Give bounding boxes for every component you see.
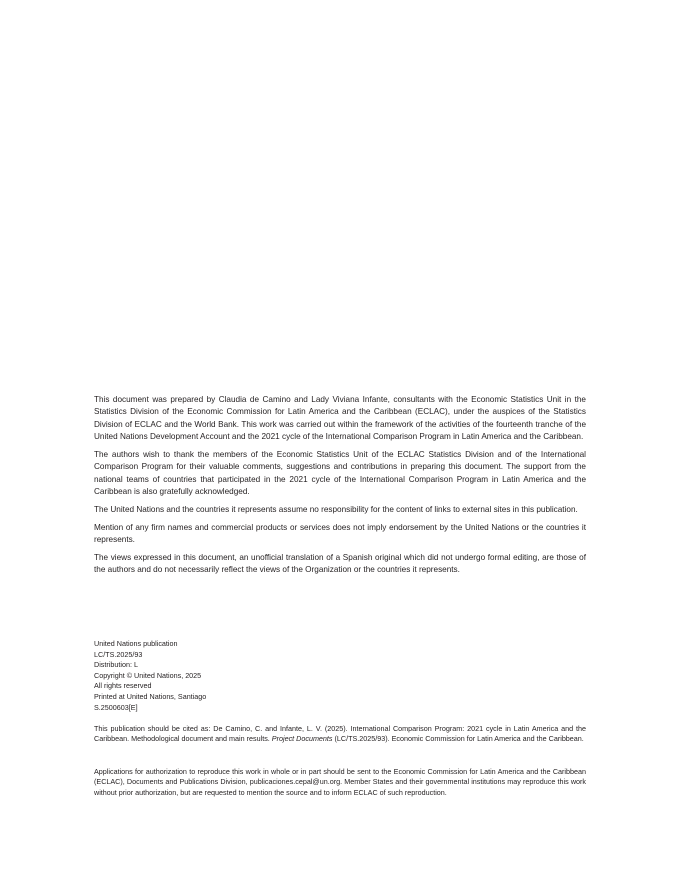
sales-number: S.2500603[E]: [94, 702, 138, 712]
copyright: Copyright © United Nations, 2025: [94, 670, 202, 680]
publication-info: [94, 639, 394, 713]
citation-text: This publication should be cited as: De Camino, C. and Infante, L. V. (2025). International Comparison Program: 2021 cycle in Latin America and the Caribbean. Methodological document and main results.: [94, 724, 586, 744]
citation-series: Project Documents: [271, 734, 333, 744]
printed-location: Printed at United Nations, Santiago: [94, 691, 207, 701]
disclaimer-section: [94, 394, 586, 582]
endorsement-disclaimer-paragraph: Mention of any firm names and commercial products or services does not imply endorsement by the United Nations or the countries it represents.: [94, 522, 586, 545]
document-symbol: LC/TS.2025/93: [94, 649, 143, 659]
links-disclaimer-paragraph: The United Nations and the countries it represents assume no responsibility for the content of links to external sites in this publication.: [94, 505, 578, 515]
reproduction-notice: Applications for authorization to reproduce this work in whole or in part should be sent to the Economic Commission for Latin America and the Caribbean (ECLAC), Documents and Publications Division, publicaciones.cepal@un.org. Member States and their governmental institutions may reproduce this work without prior authorization, but are requested to mention the source and to inform ECLAC of such reproduction.: [94, 767, 586, 797]
citation-text-end: (LC/TS.2025/93). Economic Commission for Latin America and the Caribbean.: [332, 734, 584, 744]
acknowledgement-paragraph: This document was prepared by Claudia de Camino and Lady Viviana Infante, consultants with the Economic Statistics Unit in the Statistics Division of the Economic Commission for Latin America and the Caribbean (ECLAC), under the auspices of the Statistics Division of ECLAC and the World Bank. This work was carried out within the framework of the activities of the fourteenth tranche of the United Nations Development Account and the 2021 cycle of the International Comparison Program in Latin America and the Caribbean.: [94, 395, 586, 442]
views-disclaimer-paragraph: The views expressed in this document, an unofficial translation of a Spanish original which did not undergo formal editing, are those of the authors and do not necessarily reflect the views of the Organization or the countries it represents.: [94, 553, 586, 575]
rights: All rights reserved: [94, 681, 152, 691]
distribution: Distribution: L: [94, 660, 138, 670]
thanks-paragraph: The authors wish to thank the members of the Economic Statistics Unit of the ECLAC Statistics Division and of the International Comparison Program for their valuable comments, suggestions and contributions in preparing this document. The support from the national teams of countries that participated in the 2021 cycle of the International Comparison Program in Latin America and the Caribbean is also gratefully acknowledged.: [94, 450, 586, 497]
publication-type: United Nations publication: [94, 639, 178, 648]
citation-note: [94, 724, 586, 745]
